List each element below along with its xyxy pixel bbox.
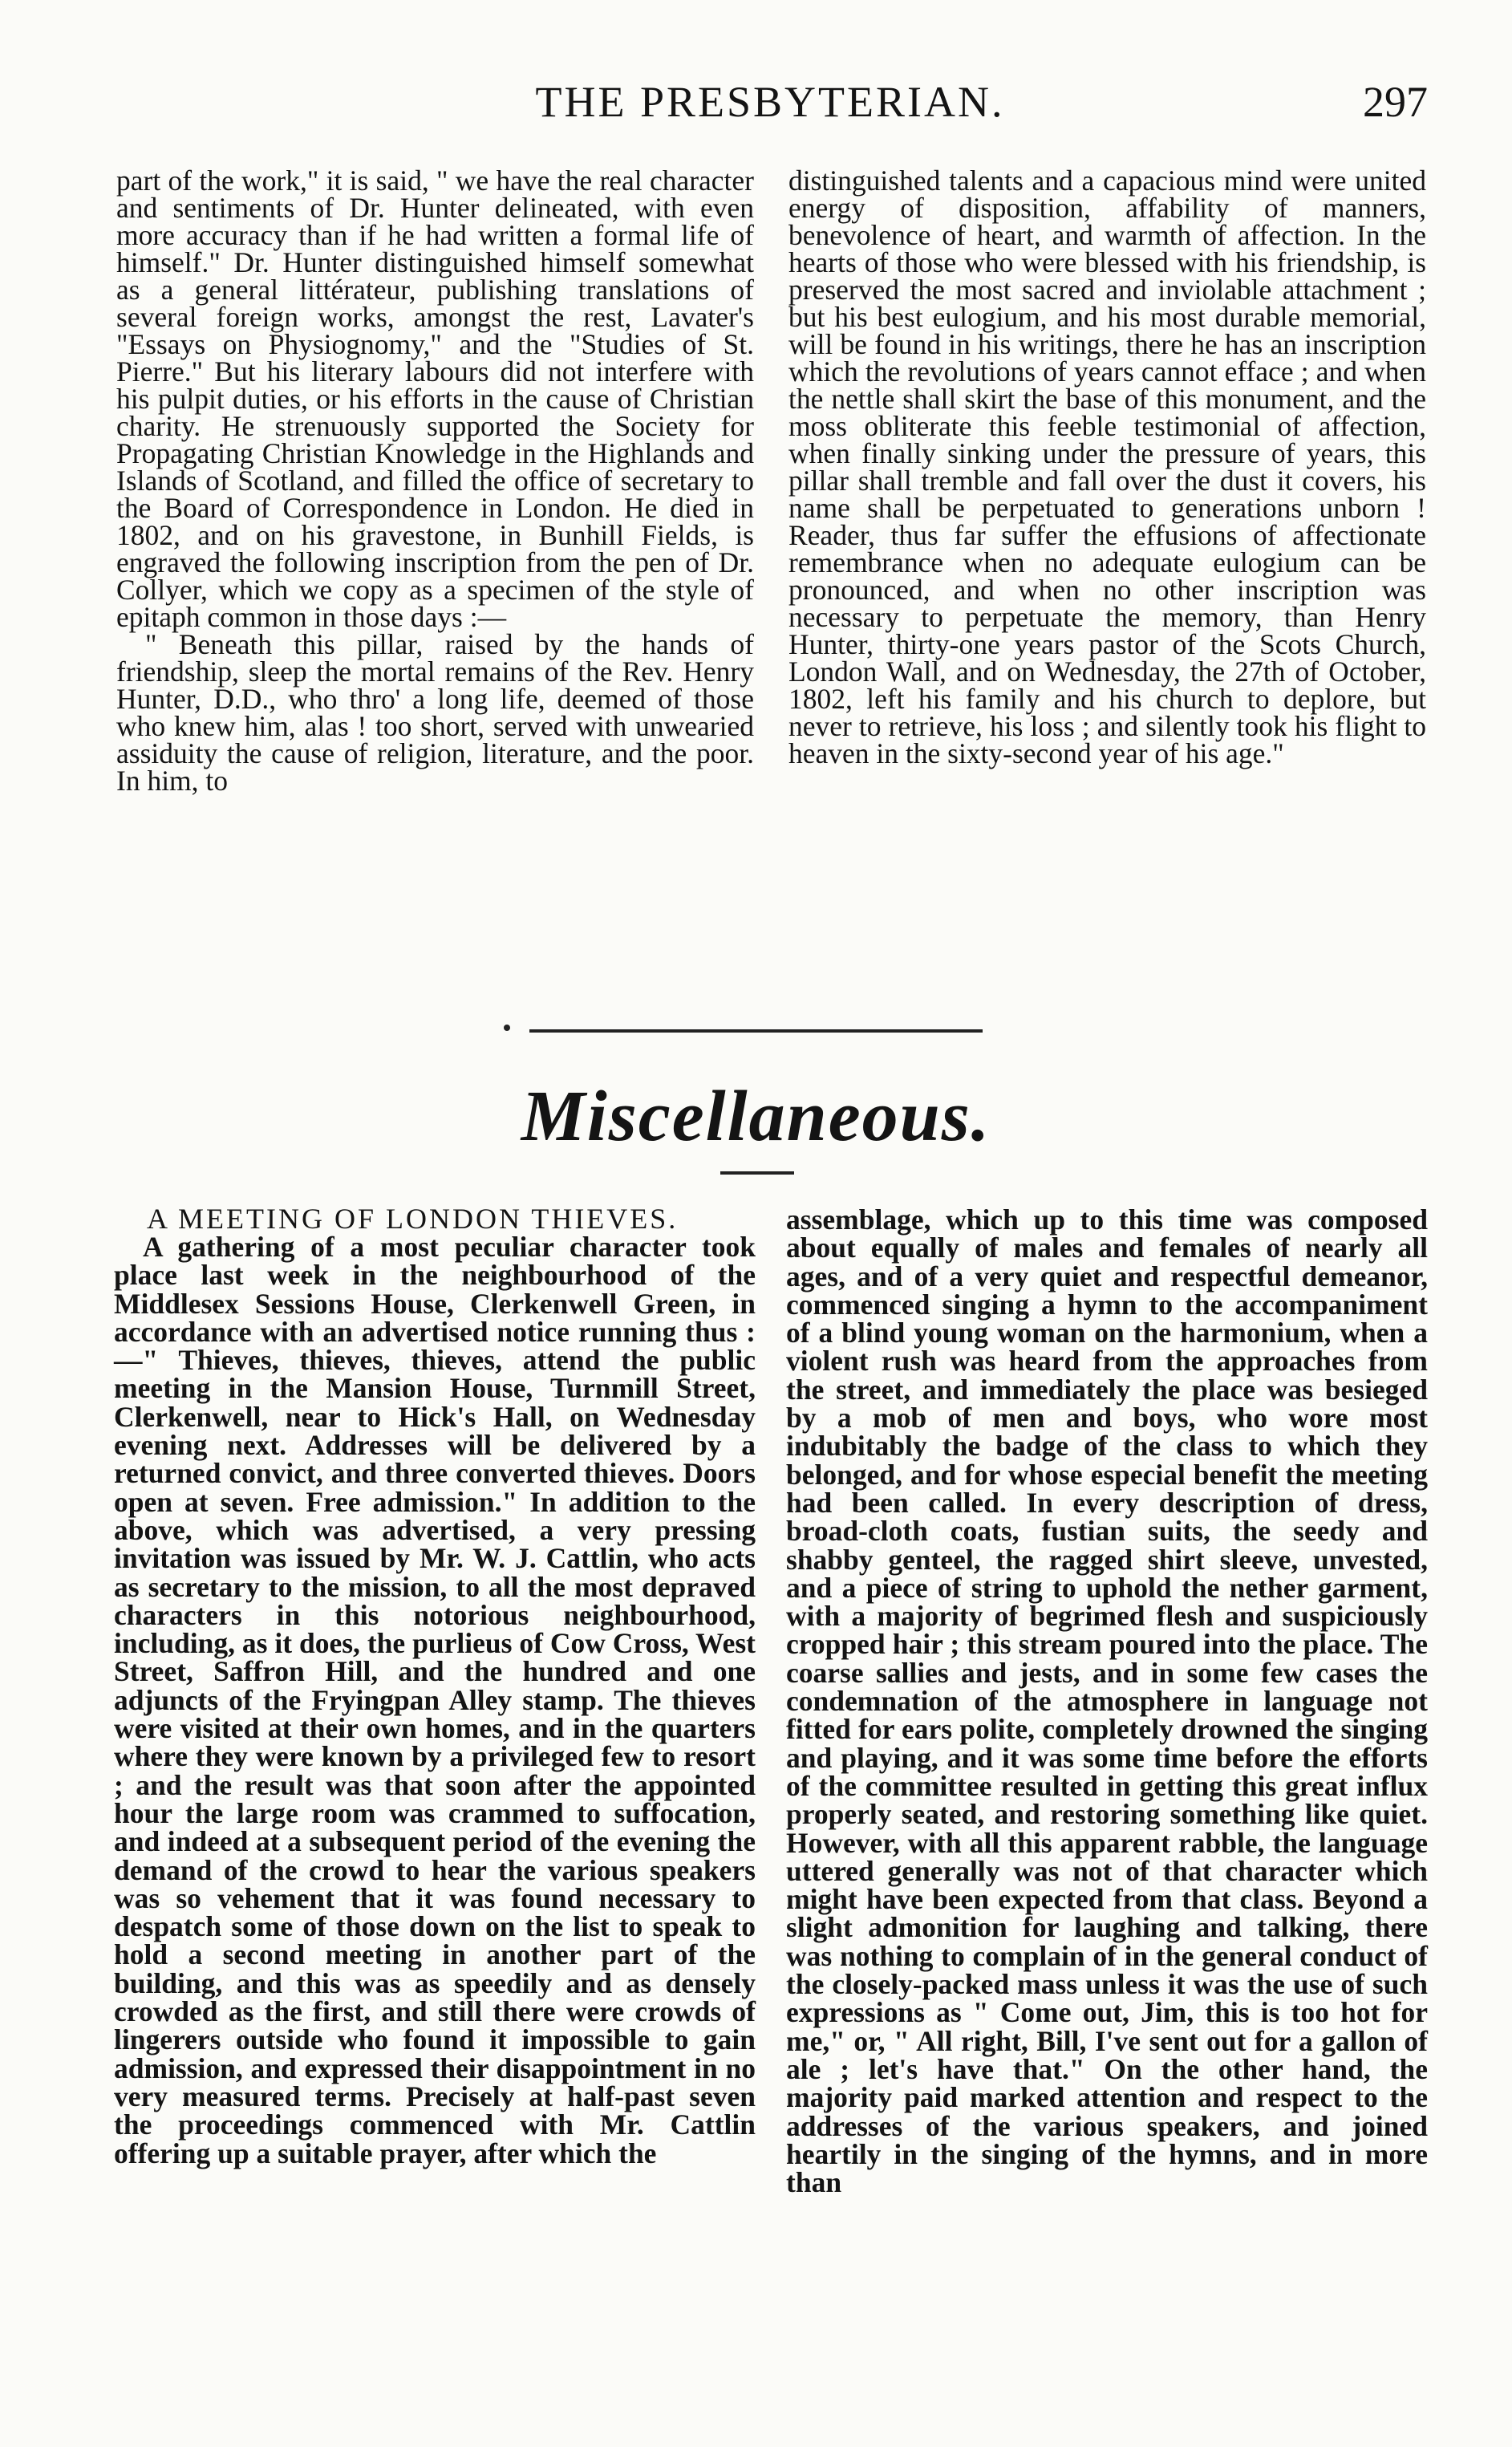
section-divider bbox=[529, 1029, 983, 1033]
article-left-column bbox=[114, 1233, 756, 2168]
divider-dot bbox=[504, 1025, 510, 1031]
section-heading: Miscellaneous. bbox=[521, 1077, 991, 1156]
article-right-column bbox=[786, 1203, 1428, 2199]
paragraph: assemblage, which up to this time was composed about equally of males and females of nearly all ages, and of a very quiet and respectful demeanor, commenced singing a hymn to the accompaniment of a blind young woman on the harmonium, when a violent rush was heard from the approaches from the street, and immediately the place was besieged by a mob of men and boys, who wore most indubitably the badge of the class to which they belonged, and for whose especial benefit the meeting had been called. In every description of dress, broad-cloth coats, fustian suits, the seedy and shabby genteel, the ragged shirt sleeve, unvested, and a piece of string to uphold the nether garment, with a majority of begrimed flesh and suspiciously cropped hair ; this stream poured into the place. The coarse sallies and jests, and in some few cases the condemnation of the atmosphere in language not fitted for ears polite, completely drowned the singing and playing, and it was some time before the efforts of the committee resulted in getting this great influx properly seated, and restoring something like quiet. However, with all this apparent rabble, the language uttered generally was not of that character which might have been expected from that class. Beyond a slight admonition for laughing and talking, there was nothing to complain of in the general conduct of the closely-packed mass unless it was the use of such expressions as " Come out, Jim, this is too hot for me," or, " All right, Bill, I've sent out for a gallon of ale ; let's have that." On the other hand, the majority paid marked attention and respect to the addresses of the various speakers, and joined heartily in the singing of the hymns, and in more than bbox=[786, 1203, 1428, 2199]
paragraph: A gathering of a most peculiar character took place last week in the neighbourhood of the Middlesex Sessions House, Clerkenwell Green, in accordance with an advertised notice running thus :—" Thieves, thieves, thieves, attend the public meeting in the Mansion House, Turnmill Street, Clerkenwell, near to Hick's Hall, on Wednesday evening next. Addresses will be delivered by a returned convict, and three converted thieves. Doors open at seven. Free admission." In addition to the above, which was advertised, a very pressing invitation was issued by Mr. W. J. Cattlin, who acts as secretary to the mission, to all the most depraved characters in this notorious neighbourhood, including, as it does, the purlieus of Cow Cross, West Street, Saffron Hill, and the hundred and one adjuncts of the Fryingpan Alley stamp. The thieves were visited at their own homes, and in the quarters where they were known by a privileged few to resort ; and the result was that soon after the appointed hour the large room was crammed to suffocation, and indeed at a subsequent period of the evening the demand of the crowd to hear the various speakers was so vehement that it was found necessary to despatch some of those down on the list to speak to hold a second meeting in another part of the building, and this was as speedily and as densely crowded as the first, and still there were crowds of lingerers outside who found it impossible to gain admission, and expressed their disappointment in no very measured terms. Precisely at half-past seven the proceedings commenced with Mr. Cattlin offering up a suitable prayer, after which the bbox=[114, 1231, 756, 2169]
page-header bbox=[112, 77, 1428, 133]
heading-rule bbox=[720, 1171, 794, 1175]
page-number: 297 bbox=[1363, 78, 1428, 126]
top-left-column bbox=[116, 164, 754, 797]
running-title: THE PRESBYTERIAN. bbox=[535, 78, 1005, 126]
top-right-column bbox=[788, 164, 1426, 769]
paragraph: " Beneath this pillar, raised by the hands of friendship, sleep the mortal remains of the Rev. Henry Hunter, D.D., who thro' a long life, deemed of those who knew him, alas ! too short, served with unwearied assiduity the cause of religion, literature, and the poor. In him, to bbox=[116, 628, 754, 797]
article-title: A MEETING OF LONDON THIEVES. bbox=[147, 1203, 679, 1235]
paragraph: part of the work," it is said, " we have the real character and sentiments of Dr. Hunter delineated, with even more accuracy than if he had written a formal life of himself." Dr. Hunter distinguished himself somewhat as a general littérateur, publishing translations of several foreign works, amongst the rest, Lavater's "Essays on Physiognomy," and the "Studies of St. Pierre." But his literary labours did not interfere with his pulpit duties, or his efforts in the cause of Christian charity. He strenuously supported the Society for Propagating Christian Knowledge in the Highlands and Islands of Scotland, and filled the office of secretary to the Board of Correspondence in London. He died in 1802, and on his gravestone, in Bunhill Fields, is engraved the following inscription from the pen of Dr. Collyer, which we copy as a specimen of the style of epitaph common in those days :— bbox=[116, 164, 754, 633]
paragraph: distinguished talents and a capacious mind were united energy of disposition, affability of manners, benevolence of heart, and warmth of affection. In the hearts of those who were blessed with his friendship, is preserved the most sacred and inviolable attachment ; but his best eulogium, and his most durable memorial, will be found in his writings, there he has an inscription which the revolutions of years cannot efface ; and when the nettle shall skirt the base of this monument, and the moss obliterate this feeble testimonial of affection, when finally sinking under the pressure of years, this pillar shall tremble and fall over the dust it covers, his name shall be perpetuated to generations unborn ! Reader, thus far suffer the effusions of affectionate remembrance when no adequate eulogium can be pronounced, and when no other inscription was necessary to perpetuate the memory, than Henry Hunter, thirty-one years pastor of the Scots Church, London Wall, and on Wednesday, the 27th of October, 1802, left his family and his church to deplore, but never to retrieve, his loss ; and silently took his flight to heaven in the sixty-second year of his age." bbox=[788, 164, 1426, 769]
